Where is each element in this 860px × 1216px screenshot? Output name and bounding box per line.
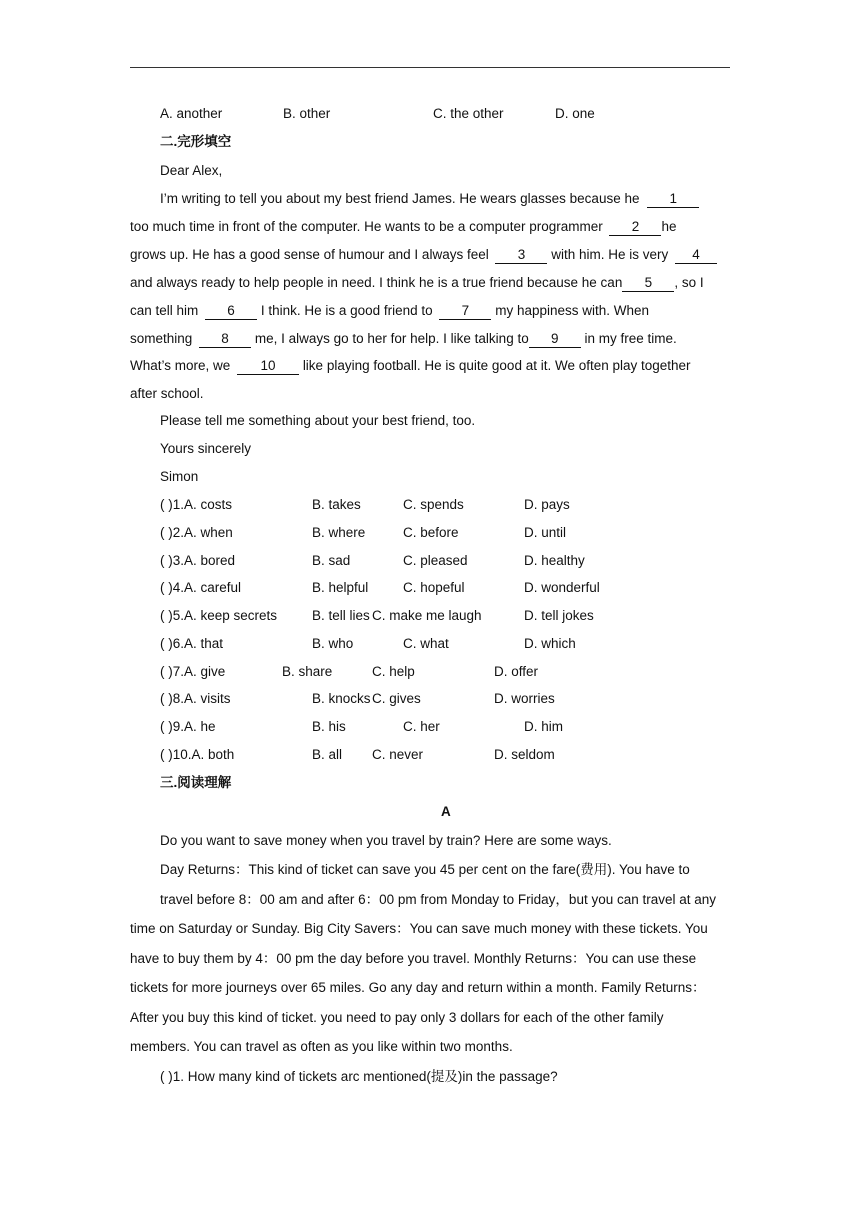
- option-b: B. share: [282, 664, 333, 679]
- letter-greeting: Dear Alex,: [160, 163, 223, 178]
- blank-1: 1: [647, 191, 699, 208]
- reading-line-3: travel before 8：00 am and after 6：00 pm from Monday to Friday，but you can travel at any: [160, 892, 717, 907]
- option-a: A. he: [184, 719, 216, 734]
- blank-4: 4: [675, 247, 717, 264]
- section-title-reading: 三.阅读理解: [160, 775, 232, 790]
- passage-line-3: grows up. He has a good sense of humour and I always feel 3 with him. He is very 4: [130, 246, 717, 264]
- question-number: ( )10.: [160, 747, 192, 762]
- question-number: ( )6.: [160, 636, 185, 651]
- passage-line-9: Please tell me something about your best friend, too.: [160, 413, 476, 428]
- option-d: D. seldom: [494, 747, 555, 762]
- option-c: C. gives: [372, 691, 421, 706]
- prev-option-d: D. one: [555, 106, 595, 121]
- option-c: C. pleased: [403, 553, 468, 568]
- question-number: ( )5.: [160, 608, 185, 623]
- question-number: ( )4.: [160, 580, 185, 595]
- option-d: D. wonderful: [524, 580, 600, 595]
- question-6: [160, 635, 223, 653]
- reading-line-2: Day Returns：This kind of ticket can save you 45 per cent on the fare(费用). You have to: [160, 862, 690, 877]
- option-b: B. his: [312, 719, 346, 734]
- option-d: D. offer: [494, 664, 539, 679]
- question-4: [160, 579, 241, 597]
- option-b: B. takes: [312, 497, 361, 512]
- blank-7: 7: [439, 303, 491, 320]
- option-b: B. knocks: [312, 691, 371, 706]
- reading-line-8: members. You can travel as often as you like within two months.: [130, 1039, 513, 1054]
- passage-title: A: [441, 804, 451, 819]
- blank-10: 10: [237, 358, 299, 375]
- header-rule: [130, 67, 730, 68]
- question-2: [160, 524, 233, 542]
- passage-line-8: after school.: [130, 386, 204, 401]
- blank-6: 6: [205, 303, 257, 320]
- option-d: D. which: [524, 636, 576, 651]
- option-d: D. tell jokes: [524, 608, 594, 623]
- option-d: D. healthy: [524, 553, 585, 568]
- option-a: A. that: [184, 636, 224, 651]
- question-3: [160, 552, 235, 570]
- prev-option-a: A. another: [160, 106, 223, 121]
- option-c: C. spends: [403, 497, 464, 512]
- option-a: A. visits: [184, 691, 231, 706]
- option-c: C. make me laugh: [372, 608, 482, 623]
- passage-line-5: can tell him 6 I think. He is a good friend to 7 my happiness with. When: [130, 303, 650, 318]
- option-b: B. helpful: [312, 580, 369, 595]
- question-number: ( )7.: [160, 664, 185, 679]
- question-9: [160, 718, 216, 736]
- option-a: A. costs: [184, 497, 233, 512]
- reading-line-1: Do you want to save money when you travel by train? Here are some ways.: [160, 833, 612, 848]
- question-1: [160, 496, 232, 514]
- passage-line-1: I’m writing to tell you about my best friend James. He wears glasses because he 1: [160, 190, 699, 208]
- reading-line-5: have to buy them by 4：00 pm the day before you travel. Monthly Returns：You can use these: [130, 951, 697, 966]
- blank-5: 5: [622, 275, 674, 292]
- option-d: D. pays: [524, 497, 570, 512]
- option-c: C. her: [403, 719, 440, 734]
- reading-line-6: tickets for more journeys over 65 miles. Go any day and return within a month. Family Returns：: [130, 980, 706, 995]
- reading-line-7: After you buy this kind of ticket. you need to pay only 3 dollars for each of the other family: [130, 1010, 664, 1025]
- blank-8: 8: [199, 331, 251, 348]
- prev-option-b: B. other: [283, 106, 331, 121]
- option-a: A. give: [184, 664, 226, 679]
- option-c: C. hopeful: [403, 580, 465, 595]
- option-c: C. help: [372, 664, 415, 679]
- question-5: [160, 607, 277, 625]
- question-7: [160, 663, 225, 681]
- question-number: ( )8.: [160, 691, 185, 706]
- passage-line-2: too much time in front of the computer. He wants to be a computer programmer 2 he: [130, 219, 677, 234]
- option-a: A. careful: [184, 580, 242, 595]
- question-number: ( )3.: [160, 553, 185, 568]
- option-d: D. until: [524, 525, 567, 540]
- option-b: B. sad: [312, 553, 351, 568]
- letter-signature: Simon: [160, 469, 199, 484]
- section-title-cloze: 二.完形填空: [160, 134, 232, 149]
- passage-line-6: something 8 me, I always go to her for help. I like talking to 9 in my free time.: [130, 331, 677, 346]
- letter-closing: Yours sincerely: [160, 441, 252, 456]
- question-number: ( )1.: [160, 497, 185, 512]
- option-d: D. worries: [494, 691, 555, 706]
- blank-9: 9: [529, 331, 581, 348]
- reading-line-4: time on Saturday or Sunday. Big City Savers：You can save much money with these tickets. You: [130, 921, 708, 936]
- question-10: [160, 746, 234, 764]
- option-b: B. all: [312, 747, 343, 762]
- question-number: ( )9.: [160, 719, 185, 734]
- question-number: ( )2.: [160, 525, 185, 540]
- option-a: A. both: [191, 747, 235, 762]
- option-b: B. where: [312, 525, 366, 540]
- passage-line-4: and always ready to help people in need. I think he is a true friend because he can 5 , so I: [130, 275, 704, 290]
- option-b: B. who: [312, 636, 354, 651]
- option-c: C. before: [403, 525, 459, 540]
- option-a: A. when: [184, 525, 233, 540]
- blank-2: 2: [609, 219, 661, 236]
- option-c: C. never: [372, 747, 424, 762]
- reading-question-1: ( )1. How many kind of tickets arc mentioned(提及)in the passage?: [160, 1069, 558, 1084]
- option-a: A. bored: [184, 553, 236, 568]
- option-a: A. keep secrets: [184, 608, 278, 623]
- question-8: [160, 690, 231, 708]
- option-d: D. him: [524, 719, 564, 734]
- prev-option-c: C. the other: [433, 106, 504, 121]
- blank-3: 3: [495, 247, 547, 264]
- passage-line-7: What’s more, we 10 like playing football. He is quite good at it. We often play together: [130, 358, 691, 373]
- option-b: B. tell lies: [312, 608, 370, 623]
- option-c: C. what: [403, 636, 449, 651]
